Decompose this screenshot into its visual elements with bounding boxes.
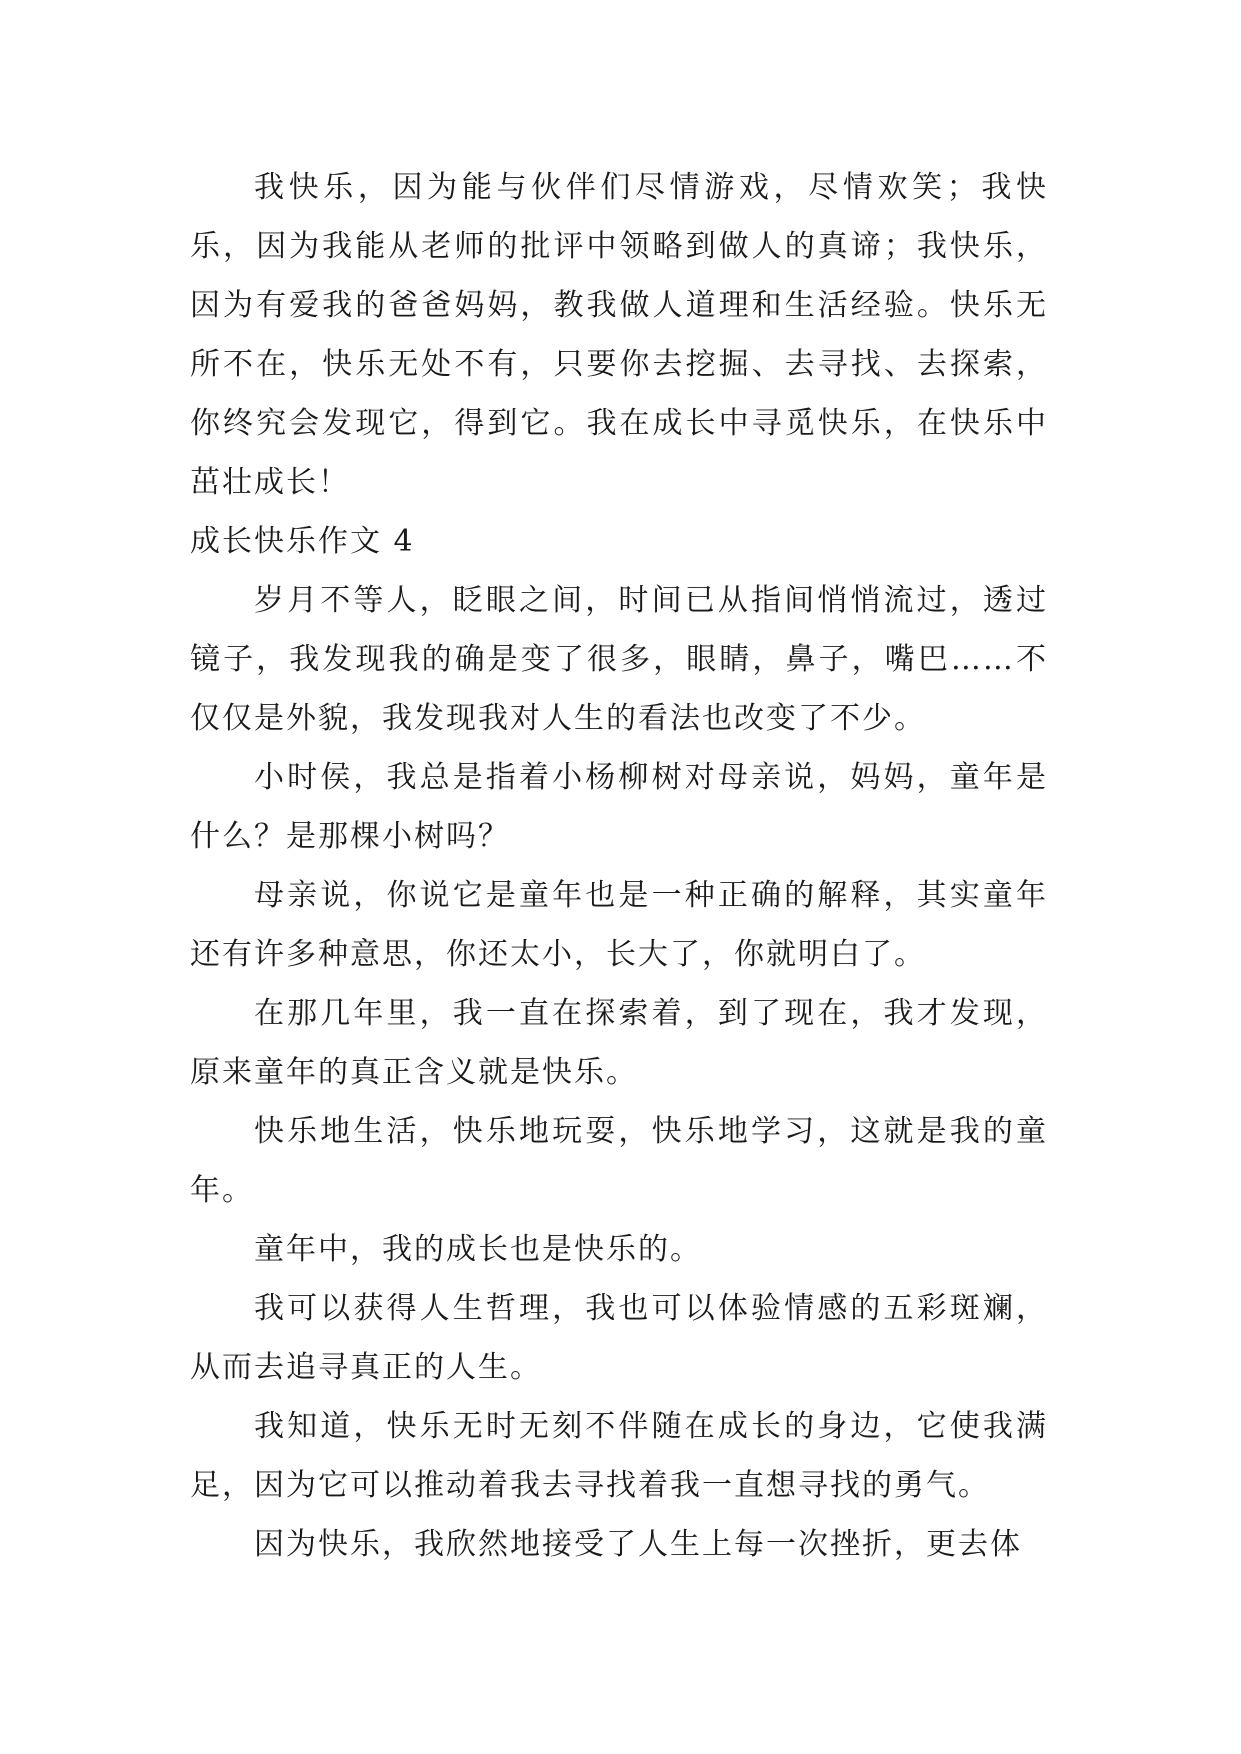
document-body	[190, 158, 1048, 1574]
paragraph-7: 童年中，我的成长也是快乐的。	[254, 1232, 702, 1267]
paragraph-6: 快乐地生活，快乐地玩耍，快乐地学习，这就是我的童年。	[190, 1114, 1048, 1208]
paragraph-5: 在那几年里，我一直在探索着，到了现在，我才发现，原来童年的真正含义就是快乐。	[190, 996, 1048, 1090]
paragraph-3: 小时侯，我总是指着小杨柳树对母亲说，妈妈，童年是什么？是那棵小树吗？	[190, 760, 1048, 854]
paragraph-2: 岁月不等人，眨眼之间，时间已从指间悄悄流过，透过镜子，我发现我的确是变了很多，眼睛，鼻子，嘴巴……不仅仅是外貌，我发现我对人生的看法也改变了不少。	[190, 583, 1048, 736]
paragraph-9: 我知道，快乐无时无刻不伴随在成长的身边，它使我满足，因为它可以推动着我去寻找着我一直想寻找的勇气。	[190, 1409, 1048, 1503]
paragraph-8: 我可以获得人生哲理，我也可以体验情感的五彩斑斓，从而去追寻真正的人生。	[190, 1291, 1048, 1385]
paragraph-1: 我快乐，因为能与伙伴们尽情游戏，尽情欢笑；我快乐，因为我能从老师的批评中领略到做人的真谛；我快乐，因为有爱我的爸爸妈妈，教我做人道理和生活经验。快乐无所不在，快乐无处不有，只要你去挖掘、去寻找、去探索，你终究会发现它，得到它。我在成长中寻觅快乐，在快乐中茁壮成长！	[190, 170, 1048, 500]
section-heading: 成长快乐作文 4	[190, 524, 415, 559]
paragraph-10: 因为快乐，我欣然地接受了人生上每一次挫折，更去体	[254, 1527, 1022, 1562]
paragraph-4: 母亲说，你说它是童年也是一种正确的解释，其实童年还有许多种意思，你还太小，长大了，你就明白了。	[190, 878, 1048, 972]
